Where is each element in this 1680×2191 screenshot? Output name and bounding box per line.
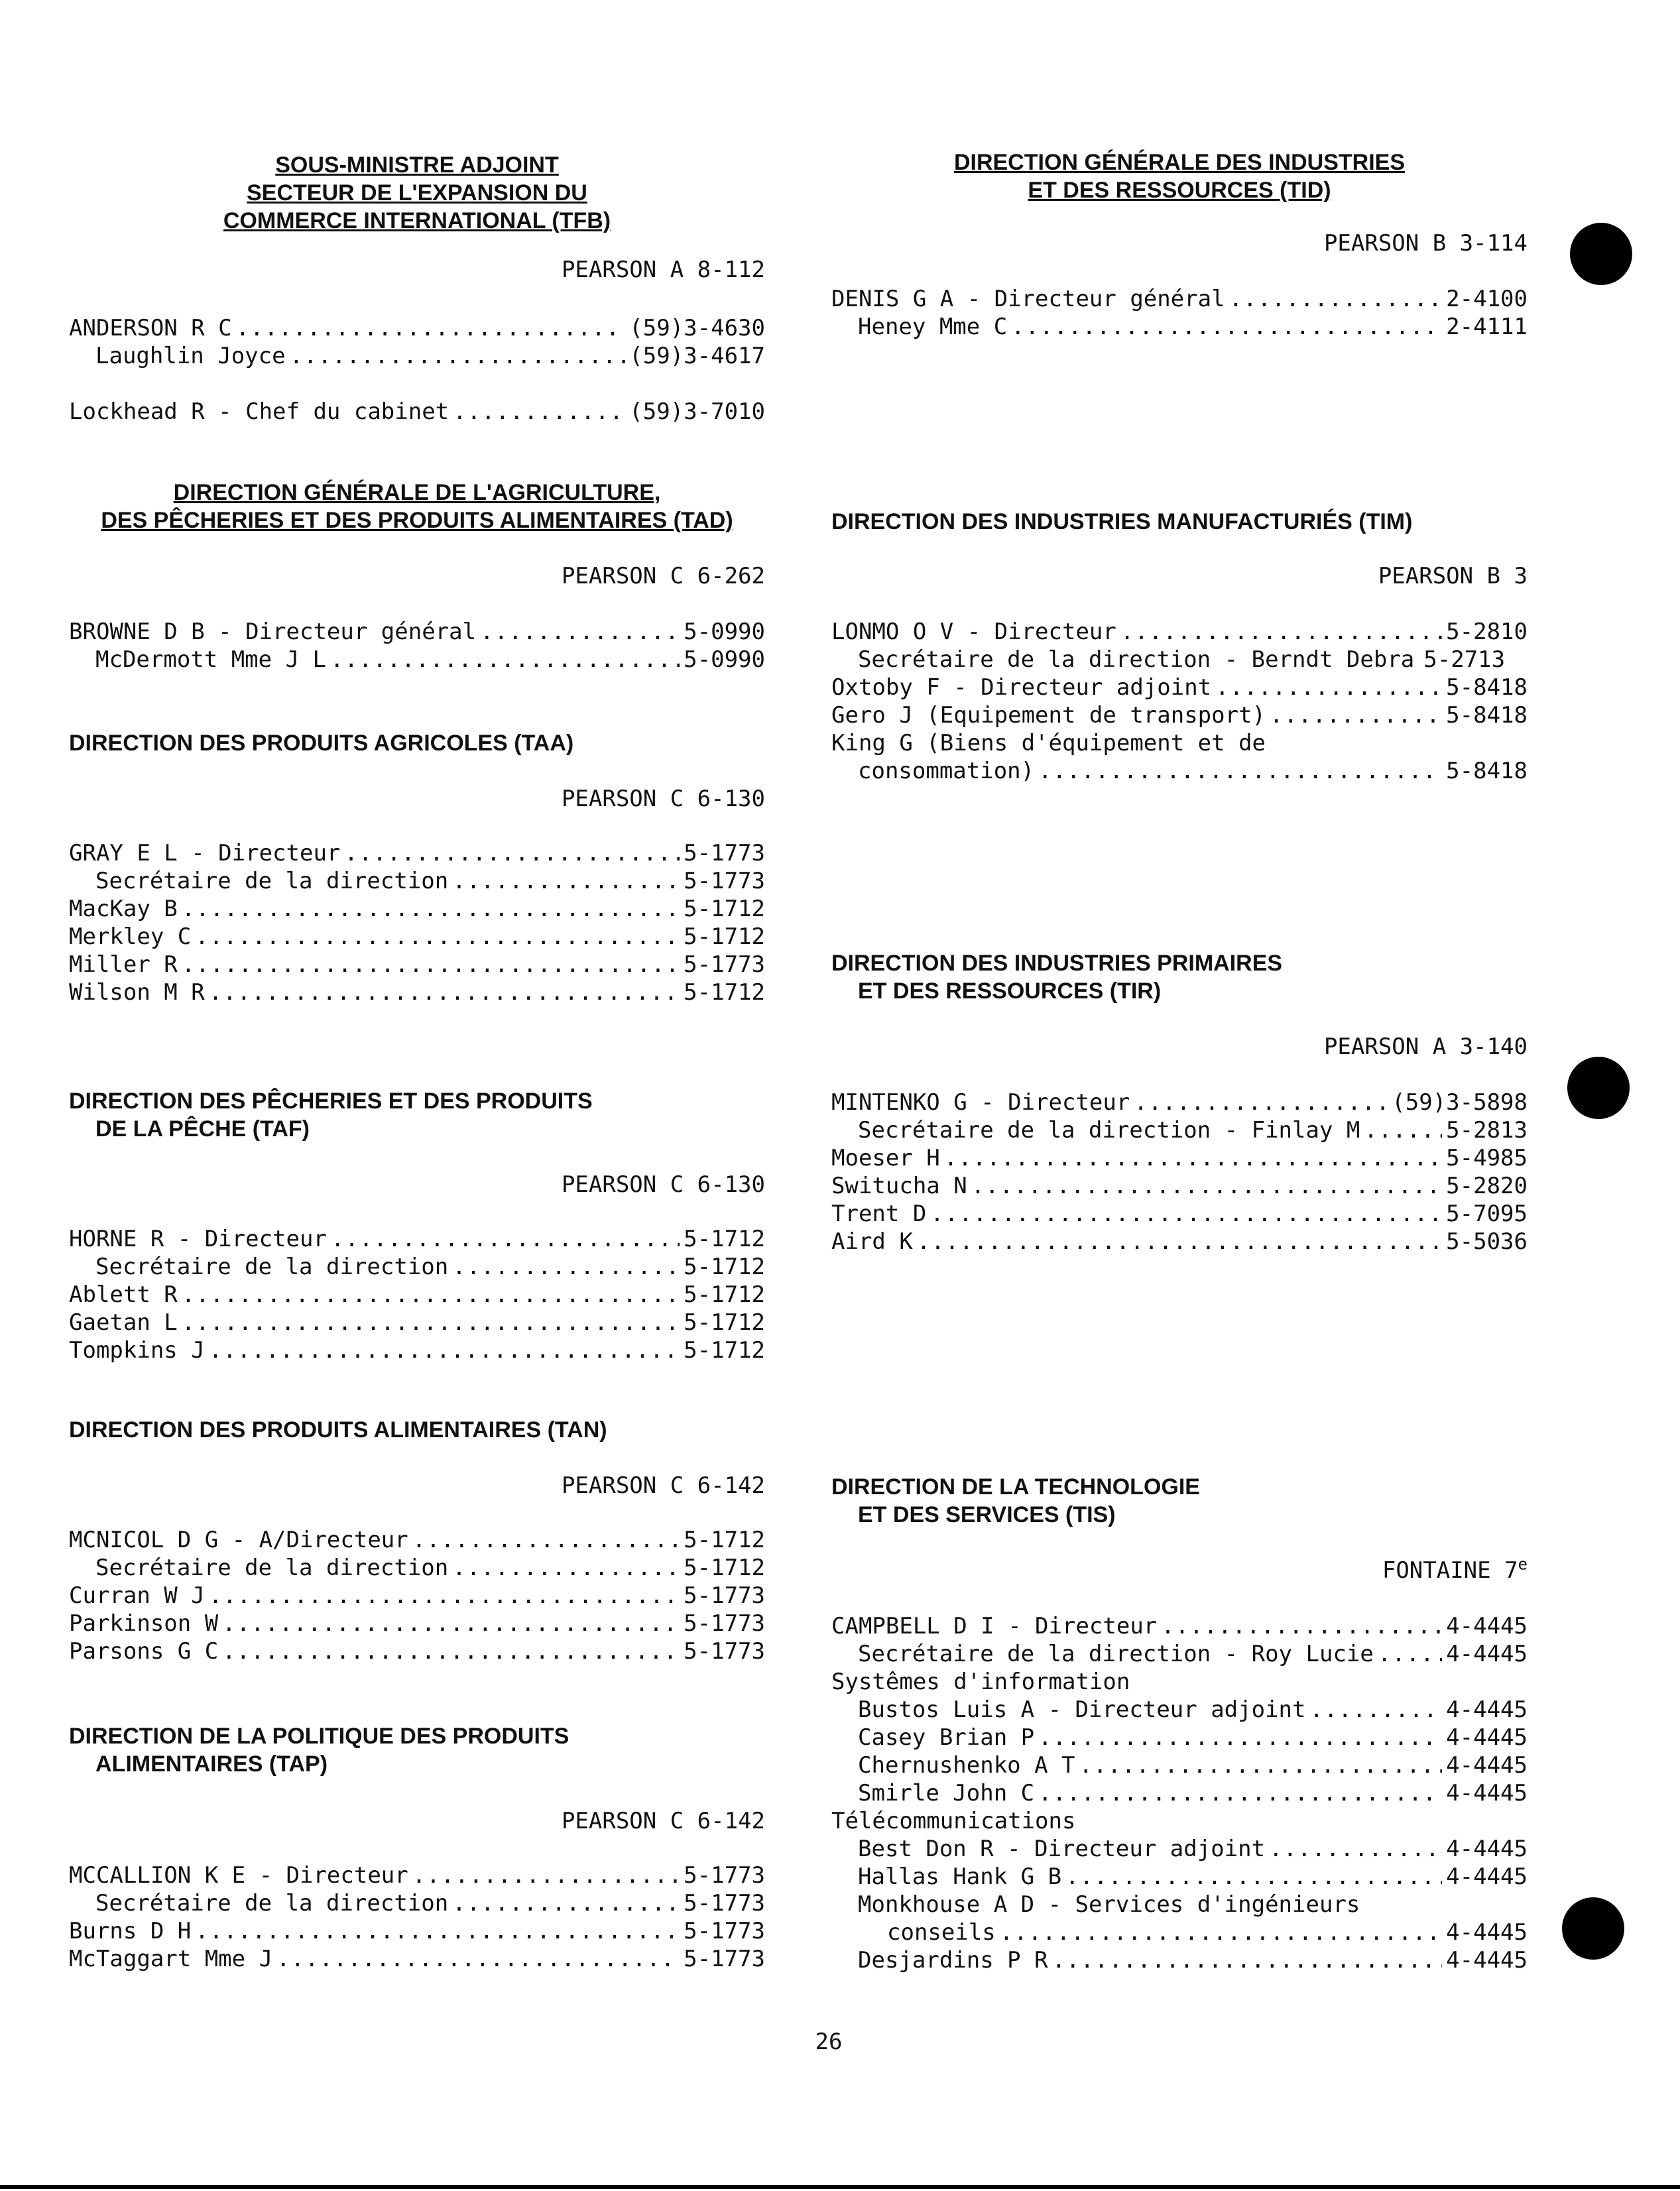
- entry-list: [69, 1225, 765, 1364]
- entry-phone: 5-1712: [684, 1527, 765, 1553]
- leader-dots: [412, 1862, 680, 1889]
- entry-phone: 4-4445: [1446, 1696, 1528, 1723]
- entry-phone: 5-1773: [684, 1890, 765, 1917]
- leader-dots: [276, 1945, 680, 1973]
- section-tis: [831, 1473, 1528, 1529]
- entry-list: [69, 398, 765, 426]
- building-location: [831, 1557, 1528, 1584]
- leader-dots: [917, 1228, 1442, 1256]
- leader-dots: [1065, 1863, 1442, 1891]
- entry-name: Ablett R: [69, 1281, 178, 1308]
- section-title: DIRECTION DES PRODUITS AGRICOLES (TAA): [69, 731, 574, 756]
- entry-list: [69, 314, 765, 370]
- directory-entry: [69, 923, 765, 951]
- entry-phone: (59)3-5898: [1392, 1089, 1528, 1116]
- leader-dots: [452, 1554, 680, 1582]
- leader-dots: [1161, 1612, 1442, 1640]
- section-tap: [69, 1722, 765, 1778]
- directory-entry: [69, 1917, 765, 1945]
- entry-name: Gero J (Equipement de transport): [831, 702, 1266, 729]
- entry-list: [831, 285, 1528, 341]
- entry-name: Curran W J: [69, 1582, 205, 1609]
- section-tid: [831, 148, 1528, 204]
- directory-entry: [69, 1281, 765, 1309]
- leader-dots: [1038, 1724, 1442, 1751]
- directory-entry: [831, 1612, 1528, 1640]
- directory-entry: [69, 1554, 765, 1582]
- directory-entry: [831, 701, 1528, 729]
- section-title: DE LA PÊCHE (TAF): [95, 1116, 310, 1142]
- entry-name: Desjardins P R: [858, 1947, 1048, 1974]
- directory-entry: [831, 618, 1528, 646]
- entry-name: Burns D H: [69, 1918, 192, 1944]
- leader-dots: [330, 646, 680, 674]
- entry-name: Systêmes d'information: [831, 1669, 1130, 1695]
- leader-dots: [1310, 1696, 1443, 1724]
- entry-phone: 4-4445: [1446, 1864, 1528, 1890]
- leader-dots: [1134, 1089, 1388, 1116]
- entry-phone: 5-1712: [684, 1254, 765, 1280]
- directory-entry: [831, 313, 1528, 341]
- entry-phone: 5-0990: [684, 646, 765, 673]
- entry-name: MCNICOL D G - A/Directeur: [69, 1527, 408, 1553]
- entry-name: King G (Biens d'équipement et de: [831, 730, 1266, 756]
- leader-dots: [1052, 1946, 1443, 1974]
- entry-phone: 5-5036: [1446, 1228, 1528, 1255]
- entry-name: Hallas Hank G B: [858, 1864, 1062, 1890]
- directory-entry: [69, 1637, 765, 1665]
- directory-entry: [69, 951, 765, 978]
- entry-name: Secrétaire de la direction: [95, 1254, 449, 1280]
- entry-name: Secrétaire de la direction - Berndt Debra: [858, 646, 1415, 673]
- page-number: 26: [815, 2029, 843, 2055]
- directory-entry: [831, 1228, 1528, 1256]
- directory-entry: [831, 1751, 1528, 1779]
- entry-name: LONMO O V - Directeur: [831, 619, 1116, 645]
- entry-name: Aird K: [831, 1228, 913, 1255]
- leader-dots: [344, 839, 680, 867]
- directory-entry: [69, 398, 765, 426]
- leader-dots: [971, 1172, 1442, 1200]
- directory-entry: [69, 1610, 765, 1637]
- entry-phone: 4-4445: [1446, 1752, 1528, 1779]
- entry-name: Parsons G C: [69, 1638, 219, 1665]
- directory-entry: [69, 1582, 765, 1610]
- entry-list: [69, 1862, 765, 1973]
- entry-list: [831, 618, 1528, 785]
- entry-name: Miller R: [69, 951, 178, 978]
- entry-name: Trent D: [831, 1201, 927, 1227]
- entry-name: McTaggart Mme J: [69, 1946, 273, 1972]
- leader-dots: [1038, 757, 1442, 785]
- punch-hole-mark: [1567, 1057, 1630, 1119]
- directory-entry: [831, 1172, 1528, 1200]
- entry-name: Merkley C: [69, 923, 192, 950]
- section-taf: [69, 1087, 765, 1143]
- entry-phone: 5-1773: [684, 840, 765, 866]
- directory-entry: [69, 1225, 765, 1253]
- entry-phone: 5-1712: [684, 923, 765, 950]
- directory-entry: [831, 1144, 1528, 1172]
- entry-phone: 5-8418: [1446, 758, 1528, 784]
- directory-entry: [831, 729, 1528, 757]
- section-title: ALIMENTAIRES (TAP): [95, 1751, 328, 1777]
- entry-name: Bustos Luis A - Directeur adjoint: [858, 1696, 1306, 1723]
- section-title: ET DES SERVICES (TIS): [858, 1502, 1116, 1527]
- entry-name: ANDERSON R C: [69, 315, 232, 341]
- directory-entry: [69, 342, 765, 370]
- entry-phone: 5-1712: [684, 896, 765, 922]
- leader-dots: [452, 867, 680, 895]
- entry-name: DENIS G A - Directeur général: [831, 286, 1225, 312]
- leader-dots: [182, 951, 680, 978]
- entry-name: Tompkins J: [69, 1337, 205, 1364]
- entry-name: BROWNE D B - Directeur général: [69, 619, 477, 645]
- leader-dots: [1000, 1919, 1442, 1946]
- section-title: DIRECTION DES PRODUITS ALIMENTAIRES (TAN): [69, 1417, 607, 1443]
- entry-phone: 5-1773: [684, 1582, 765, 1609]
- entry-name: Chernushenko A T: [858, 1752, 1075, 1779]
- directory-entry: [69, 314, 765, 342]
- entry-phone: 2-4111: [1446, 314, 1528, 340]
- section-title: ET DES RESSOURCES (TIR): [858, 978, 1162, 1004]
- entry-phone: (59)3-4630: [629, 315, 765, 341]
- building-location: PEARSON A 3-140: [1323, 1034, 1528, 1060]
- directory-entry: [69, 1526, 765, 1554]
- entry-name: Secrétaire de la direction: [95, 868, 449, 894]
- entry-name: conseils: [887, 1919, 996, 1946]
- entry-name: Wilson M R: [69, 979, 205, 1006]
- entry-name: Secrétaire de la direction: [95, 1890, 449, 1917]
- directory-entry: [831, 1116, 1528, 1144]
- entry-list: [831, 1089, 1528, 1256]
- entry-name: Smirle John C: [858, 1780, 1035, 1806]
- entry-phone: (59)3-4617: [629, 343, 765, 369]
- leader-dots: [453, 398, 625, 426]
- directory-entry: [831, 1919, 1528, 1946]
- entry-phone: 5-1712: [684, 1226, 765, 1252]
- entry-phone: 2-4100: [1446, 286, 1528, 312]
- section-title: DIRECTION DE LA POLITIQUE DES PRODUITS: [69, 1724, 570, 1749]
- entry-name: Monkhouse A D - Services d'ingénieurs: [858, 1891, 1360, 1918]
- leader-dots: [412, 1526, 680, 1554]
- leader-dots: [331, 1225, 680, 1253]
- section-title: ET DES RESSOURCES (TID): [1028, 178, 1331, 203]
- directory-entry: [831, 1946, 1528, 1974]
- directory-entry: [831, 1779, 1528, 1807]
- entry-phone: 4-4445: [1446, 1947, 1528, 1974]
- building-location: PEARSON C 6-142: [561, 1472, 765, 1499]
- directory-entry: [831, 757, 1528, 785]
- entry-name: McDermott Mme J L: [95, 646, 326, 673]
- leader-dots: [182, 1309, 680, 1336]
- entry-list: [831, 1612, 1528, 1974]
- entry-name: Secrétaire de la direction: [95, 1555, 449, 1581]
- leader-dots: [480, 618, 680, 646]
- section-title: SECTEUR DE L'EXPANSION DU: [247, 180, 587, 206]
- section-title: DIRECTION DES INDUSTRIES PRIMAIRES: [831, 951, 1283, 976]
- entry-phone: 5-4985: [1446, 1145, 1528, 1171]
- directory-entry: [69, 1309, 765, 1336]
- directory-entry: [831, 1696, 1528, 1724]
- directory-entry: [69, 839, 765, 867]
- entry-phone: 5-1773: [684, 1610, 765, 1637]
- leader-dots: [1378, 1640, 1442, 1668]
- directory-entry: [831, 1835, 1528, 1863]
- leader-dots: [195, 1917, 680, 1945]
- leader-dots: [452, 1889, 680, 1917]
- entry-phone: 5-1773: [684, 868, 765, 894]
- entry-phone: 4-4445: [1446, 1613, 1528, 1639]
- entry-name: HORNE R - Directeur: [69, 1226, 327, 1252]
- entry-name: MCCALLION K E - Directeur: [69, 1862, 408, 1889]
- entry-name: Best Don R - Directeur adjoint: [858, 1836, 1266, 1862]
- entry-phone: 5-8418: [1446, 702, 1528, 729]
- leader-dots: [1038, 1779, 1442, 1807]
- leader-dots: [1011, 313, 1442, 341]
- leader-dots: [209, 1582, 680, 1610]
- leader-dots: [195, 923, 680, 951]
- entry-phone: 5-1773: [684, 1918, 765, 1944]
- directory-entry: [831, 1640, 1528, 1668]
- entry-phone: 5-7095: [1446, 1201, 1528, 1227]
- entry-name: Secrétaire de la direction - Roy Lucie: [858, 1641, 1374, 1667]
- entry-phone: 4-4445: [1446, 1724, 1528, 1751]
- entry-name: Secrétaire de la direction - Finlay M: [858, 1117, 1360, 1144]
- directory-entry: [69, 1889, 765, 1917]
- entry-name: MacKay B: [69, 896, 178, 922]
- entry-name: Gaetan L: [69, 1309, 178, 1336]
- directory-entry: [69, 895, 765, 923]
- entry-name: Laughlin Joyce: [95, 343, 286, 369]
- entry-phone: 5-8418: [1446, 674, 1528, 701]
- section-title: DIRECTION DES INDUSTRIES MANUFACTURIÉS (TIM): [831, 509, 1413, 534]
- entry-phone: 5-2820: [1446, 1173, 1528, 1199]
- leader-dots: [182, 895, 680, 923]
- directory-entry: [831, 1863, 1528, 1891]
- directory-entry: [69, 1945, 765, 1973]
- entry-phone: 5-1773: [684, 1862, 765, 1889]
- entry-phone: 5-1712: [684, 979, 765, 1006]
- directory-entry: [831, 285, 1528, 313]
- entry-name: MINTENKO G - Directeur: [831, 1089, 1130, 1116]
- entry-phone: 5-1712: [684, 1337, 765, 1364]
- entry-phone: 5-0990: [684, 619, 765, 645]
- leader-dots: [1270, 701, 1442, 729]
- entry-phone: 4-4445: [1446, 1641, 1528, 1667]
- entry-name: Switucha N: [831, 1173, 967, 1199]
- section-title: DIRECTION GÉNÉRALE DES INDUSTRIES: [953, 150, 1406, 175]
- directory-entry: [69, 1253, 765, 1281]
- leader-dots: [290, 342, 626, 370]
- directory-entry: [69, 618, 765, 646]
- entry-phone: 4-4445: [1446, 1780, 1528, 1806]
- leader-dots: [182, 1281, 680, 1309]
- directory-entry: [69, 867, 765, 895]
- entry-name: Heney Mme C: [858, 314, 1008, 340]
- entry-list: [69, 1526, 765, 1665]
- entry-phone: 4-4445: [1446, 1919, 1528, 1946]
- leader-dots: [1215, 674, 1442, 701]
- bottom-border: [0, 2185, 1680, 2189]
- leader-dots: [222, 1610, 680, 1637]
- building-location: PEARSON C 6-262: [561, 563, 765, 589]
- entry-name: Moeser H: [831, 1145, 940, 1171]
- building-location: PEARSON C 6-142: [561, 1808, 765, 1834]
- section-title: DES PÊCHERIES ET DES PRODUITS ALIMENTAIRES (TAD): [101, 508, 733, 533]
- leader-dots: [930, 1200, 1442, 1228]
- leader-dots: [1364, 1116, 1442, 1144]
- section-tfb: [69, 151, 765, 235]
- entry-phone: 5-2813: [1446, 1117, 1528, 1144]
- leader-dots: [222, 1637, 680, 1665]
- directory-entry: [69, 978, 765, 1006]
- entry-name: Parkinson W: [69, 1610, 219, 1637]
- building-location: PEARSON A 8-112: [561, 257, 765, 283]
- directory-entry: [831, 1089, 1528, 1116]
- leader-dots: [1079, 1751, 1443, 1779]
- entry-name: Oxtoby F - Directeur adjoint: [831, 674, 1212, 701]
- section-tad: [69, 479, 765, 534]
- leader-dots: [209, 978, 680, 1006]
- entry-name: Lockhead R - Chef du cabinet: [69, 398, 450, 425]
- directory-entry: [831, 1724, 1528, 1751]
- building-location: PEARSON C 6-130: [561, 1171, 765, 1198]
- subsection-label: [831, 1668, 1528, 1696]
- section-title: DIRECTION DE LA TECHNOLOGIE: [831, 1474, 1200, 1500]
- leader-dots: [209, 1336, 680, 1364]
- section-title: DIRECTION GÉNÉRALE DE L'AGRICULTURE,: [173, 480, 661, 505]
- entry-list: [69, 618, 765, 674]
- entry-name: CAMPBELL D I - Directeur: [831, 1613, 1158, 1639]
- directory-entry: [69, 646, 765, 674]
- entry-name: Casey Brian P: [858, 1724, 1035, 1751]
- building-name: FONTAINE 7: [1382, 1557, 1518, 1584]
- entry-phone: 5-2810: [1446, 619, 1528, 645]
- entry-phone: 5-2713: [1423, 646, 1506, 673]
- section-title: COMMERCE INTERNATIONAL (TFB): [223, 208, 611, 233]
- entry-phone: (59)3-7010: [629, 398, 765, 425]
- entry-phone: 4-4445: [1446, 1836, 1528, 1862]
- directory-entry: [831, 1891, 1528, 1919]
- entry-phone: 5-1712: [684, 1555, 765, 1581]
- directory-entry: [831, 674, 1528, 701]
- leader-dots: [1229, 285, 1443, 313]
- section-tir: [831, 949, 1528, 1005]
- punch-hole-mark: [1562, 1897, 1624, 1960]
- leader-dots: [944, 1144, 1442, 1172]
- entry-phone: 5-1773: [684, 1638, 765, 1665]
- leader-dots: [236, 314, 626, 342]
- entry-phone: 5-1712: [684, 1309, 765, 1336]
- floor-superscript: e: [1518, 1555, 1528, 1574]
- leader-dots: [1269, 1835, 1442, 1863]
- section-title: DIRECTION DES PÊCHERIES ET DES PRODUITS: [69, 1089, 593, 1114]
- punch-hole-mark: [1570, 223, 1632, 285]
- building-location: PEARSON B 3-114: [1323, 230, 1528, 257]
- section-title: SOUS-MINISTRE ADJOINT: [275, 152, 559, 178]
- building-location: PEARSON C 6-130: [561, 786, 765, 812]
- entry-name: Télécommunications: [831, 1808, 1076, 1834]
- directory-entry: [69, 1336, 765, 1364]
- entry-list: [69, 839, 765, 1006]
- entry-phone: 5-1773: [684, 951, 765, 978]
- leader-dots: [452, 1253, 680, 1281]
- directory-entry: [831, 1200, 1528, 1228]
- entry-name: GRAY E L - Directeur: [69, 840, 341, 866]
- leader-dots: [1120, 618, 1442, 646]
- entry-name: consommation): [858, 758, 1035, 784]
- entry-phone: 5-1773: [684, 1946, 765, 1972]
- entry-phone: 5-1712: [684, 1281, 765, 1308]
- building-location: PEARSON B 3: [1378, 563, 1528, 589]
- directory-entry: [831, 646, 1528, 674]
- directory-entry: [69, 1862, 765, 1889]
- subsection-label: [831, 1807, 1528, 1835]
